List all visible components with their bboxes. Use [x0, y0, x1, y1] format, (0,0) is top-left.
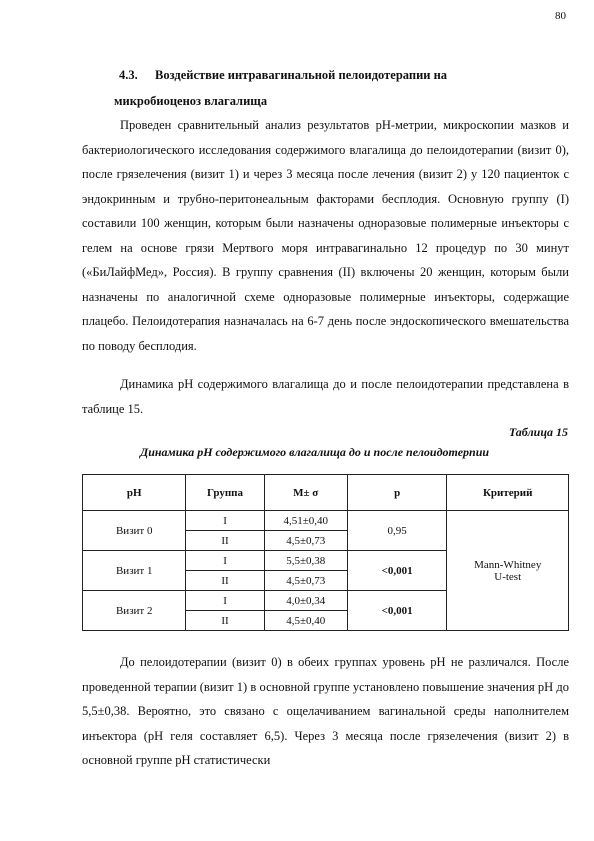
- table-title: Динамика рН содержимого влагалища до и после пелоидотерпии: [140, 445, 490, 459]
- header-criterion: Критерий: [447, 475, 569, 511]
- p-value-cell: 0,95: [347, 511, 447, 551]
- visit-label: Визит 1: [83, 551, 186, 591]
- table-row: [83, 511, 569, 531]
- section-heading: [114, 62, 559, 114]
- section-number: 4.3.: [119, 68, 138, 82]
- paragraph-study-description: Проведен сравнительный анализ результатов pH-метрии, микроскопии мазков и бактериологического исследования содержимого влагалища до пелоидотерапии (визит 0), после грязелечения (визит 1) и через 3 месяца после лечения (визит 2) у 120 пациенток с эндокринным и трубно-перитонеальным факторами бесплодия. Основную группу (I) составили 100 женщин, которым были назначены одноразовые полимерные инъекторы с гелем на основе грязи Мертвого моря интравагинально 12 процедур по 30 минут («БиЛайфМед», Россия). В группу сравнения (II) включены 20 женщин, которым были назначены по аналогичной схеме одноразовые полимерные инъекторы, содержащие плацебо. Пелоидотерапия назначалась на 6-7 день после эндоскопического вмешательства по поводу бесплодия.: [82, 118, 569, 353]
- value-cell: 4,5±0,73: [264, 531, 347, 551]
- paragraph-table-intro: Динамика рН содержимого влагалища до и после пелоидотерапии представлена в таблице 15.: [82, 377, 569, 416]
- header-ph: pH: [83, 475, 186, 511]
- value-cell: 4,5±0,40: [264, 611, 347, 631]
- group-cell: I: [186, 591, 264, 611]
- header-p: p: [347, 475, 447, 511]
- criterion-line1: Mann-Whitney: [474, 558, 542, 571]
- section-title-line1: Воздействие интравагинальной пелоидотерапии на: [155, 68, 448, 82]
- value-cell: 4,0±0,34: [264, 591, 347, 611]
- group-cell: II: [186, 531, 264, 551]
- p-value-cell: <0,001: [347, 591, 447, 631]
- value-cell: 4,51±0,40: [264, 511, 347, 531]
- table-caption: Таблица 15: [508, 425, 568, 439]
- page-number: 80: [555, 10, 566, 22]
- visit-label: Визит 0: [83, 511, 186, 551]
- criterion-line2: U-test: [494, 570, 522, 583]
- visit-label: Визит 2: [83, 591, 186, 631]
- ph-dynamics-table: [82, 474, 569, 631]
- group-cell: I: [186, 551, 264, 571]
- group-cell: II: [186, 571, 264, 591]
- section-title-line2: микробиоценоз влагалища: [114, 94, 268, 108]
- criterion-cell: [447, 511, 569, 631]
- header-group: Группа: [186, 475, 264, 511]
- paragraph-results: До пелоидотерапии (визит 0) в обеих группах уровень рН не различался. После проведенной терапии (визит 1) в основной группе установлено повышение значения рН до 5,5±0,38. Вероятно, это связано с ощелачиванием вагинальной среды наполнителем инъектора (рН геля составляет 6,5). Через 3 месяца после грязелечения (визит 2) в основной группе рН статистически: [82, 655, 569, 767]
- table-header-row: [83, 475, 569, 511]
- p-value-cell: <0,001: [347, 551, 447, 591]
- header-mean-sd: M± σ: [264, 475, 347, 511]
- group-cell: II: [186, 611, 264, 631]
- value-cell: 4,5±0,73: [264, 571, 347, 591]
- group-cell: I: [186, 511, 264, 531]
- value-cell: 5,5±0,38: [264, 551, 347, 571]
